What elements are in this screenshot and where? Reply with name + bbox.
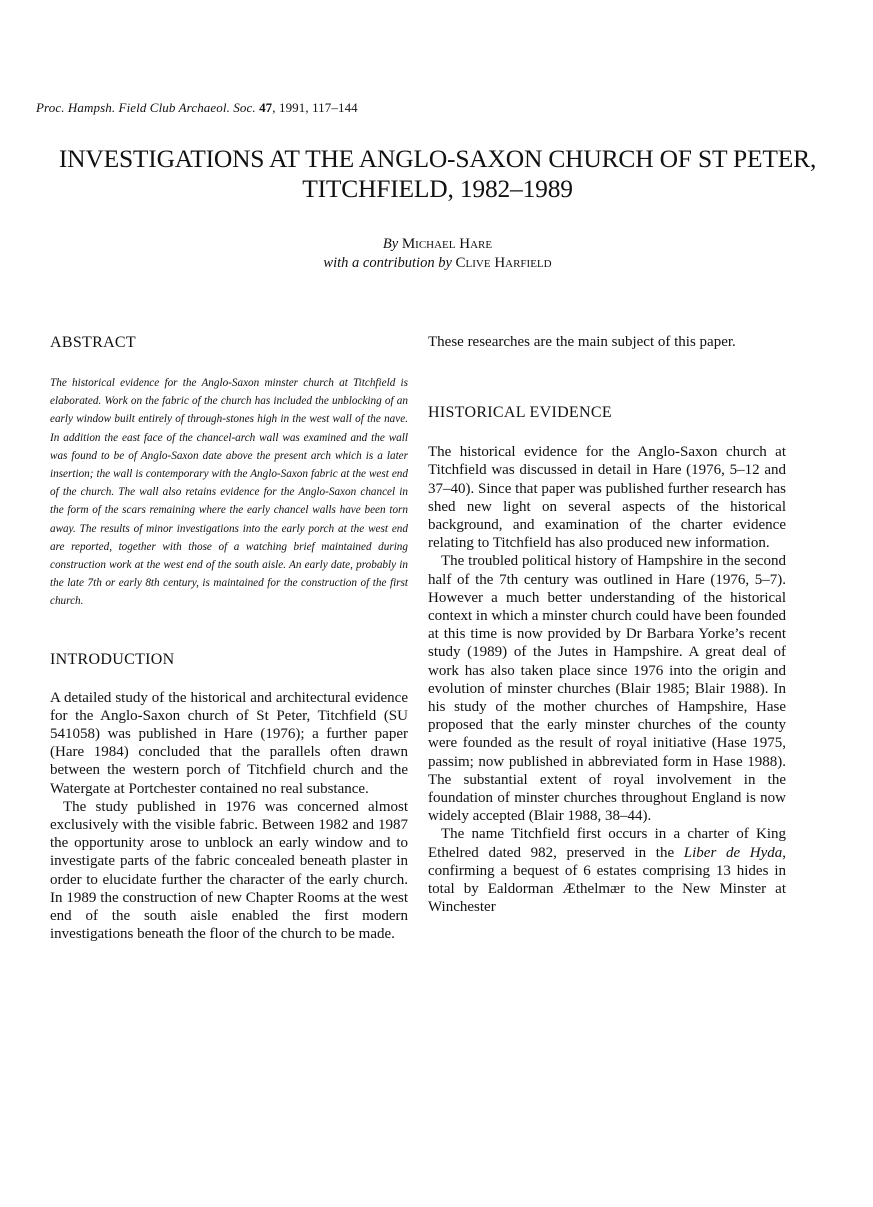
journal-year-pages: , 1991, 117–144 bbox=[272, 100, 358, 115]
historical-paragraph-3-start: The name Titchfield first occurs in a charter of King Ethelred dated 982, preserved in the bbox=[428, 826, 786, 861]
left-column bbox=[50, 333, 408, 943]
by-label: By bbox=[382, 236, 399, 252]
introduction-heading: INTRODUCTION bbox=[50, 650, 175, 668]
liber-de-hyda-title: Liber de Hyda bbox=[683, 844, 783, 861]
introduction-paragraph-3: These researches are the main subject of this paper. bbox=[428, 334, 736, 350]
right-column bbox=[428, 333, 786, 916]
author-name: Michael Hare bbox=[401, 236, 493, 252]
journal-volume: 47 bbox=[259, 100, 273, 115]
author-block bbox=[30, 235, 845, 273]
abstract-text: The historical evidence for the Anglo-Saxon minster church at Titchfield is elaborated. Work on the fabric of the church has included the unblocking of an early window built entirely of through-stones high in the west wall of the nave. In addition the east face of the chancel-arch wall was examined and the wall was found to be of Anglo-Saxon date above the present arch which is a later insertion; the wall is contemporary with the Anglo-Saxon fabric at the west end of the church. The wall also retains evidence for the Anglo-Saxon chancel in the form of the scars remaining where the early chancel walls have been torn away. The results of minor investigations into the early porch at the west end are reported, together with those of a watching brief maintained during construction work at the west end of the south aisle. An early date, probably in the late 7th or early 8th century, is maintained for the construction of the first church. bbox=[50, 377, 408, 608]
contributor-name: Clive Harfield bbox=[455, 255, 552, 271]
journal-name: Proc. Hampsh. Field Club Archaeol. Soc. bbox=[36, 100, 256, 115]
author-line bbox=[30, 235, 845, 254]
historical-paragraph-1: The historical evidence for the Anglo-Saxon church at Titchfield was discussed in detail in Hare (1976, 5–12 and 37–40). Since that paper was published further research has shed new light on several aspects of the historical background, and examination of the charter evidence relating to Titchfield has also produced new information. bbox=[428, 444, 786, 552]
introduction-paragraph-2: The study published in 1976 was concerned almost exclusively with the visible fabric. Between 1982 and 1987 the opportunity arose to unblock an early window and to investigate parts of the fabric concealed beneath plaster in order to elucidate further the character of the early church. In 1989 the construction of new Chapter Rooms at the west end of the south aisle enabled the first modern investigations beneath the floor of the church to be made. bbox=[50, 798, 408, 943]
introduction-paragraph-1: A detailed study of the historical and architectural evidence for the Anglo-Saxon church of St Peter, Titchfield (SU 541058) was published in Hare (1976); a further paper (Hare 1984) concluded that the parallels often drawn between the western porch of Titchfield church and the Watergate at Portchester contained no real substance. bbox=[50, 689, 408, 797]
historical-paragraph-3-end: , confirming a bequest of 6 estates comprising 13 hides in total by Ealdorman Æthelmær to the New Minster at Winchester bbox=[428, 844, 786, 916]
contributor-line bbox=[30, 254, 845, 273]
contribution-label: with a contribution by bbox=[323, 255, 452, 271]
historical-evidence-heading: HISTORICAL EVIDENCE bbox=[428, 404, 612, 422]
historical-paragraph-3 bbox=[428, 825, 786, 916]
historical-paragraph-2: The troubled political history of Hampshire in the second half of the 7th century was outlined in Hare (1976, 5–7). However a much better understanding of the historical context in which a minster church could have been founded at this time is now provided by Dr Barbara Yorke’s recent study (1989) of the Jutes in Hampshire. A great deal of work has also taken place since 1976 into the origin and evolution of minster churches (Blair 1985; Blair 1988). In his study of the mother churches of Hampshire, Hase proposed that the early minster churches of the county were founded as the result of royal initiative (Hase 1975, passim; now published in abbreviated form in Hase 1988). The substantial extent of royal involvement in the foundation of minster churches throughout England is now widely accepted (Blair 1988, 38–44). bbox=[428, 553, 786, 825]
article-title: INVESTIGATIONS AT THE ANGLO-SAXON CHURCH OF ST PETER, TITCHFIELD, 1982–1989 bbox=[58, 144, 817, 203]
abstract-heading: ABSTRACT bbox=[50, 334, 136, 351]
journal-citation bbox=[36, 100, 636, 116]
